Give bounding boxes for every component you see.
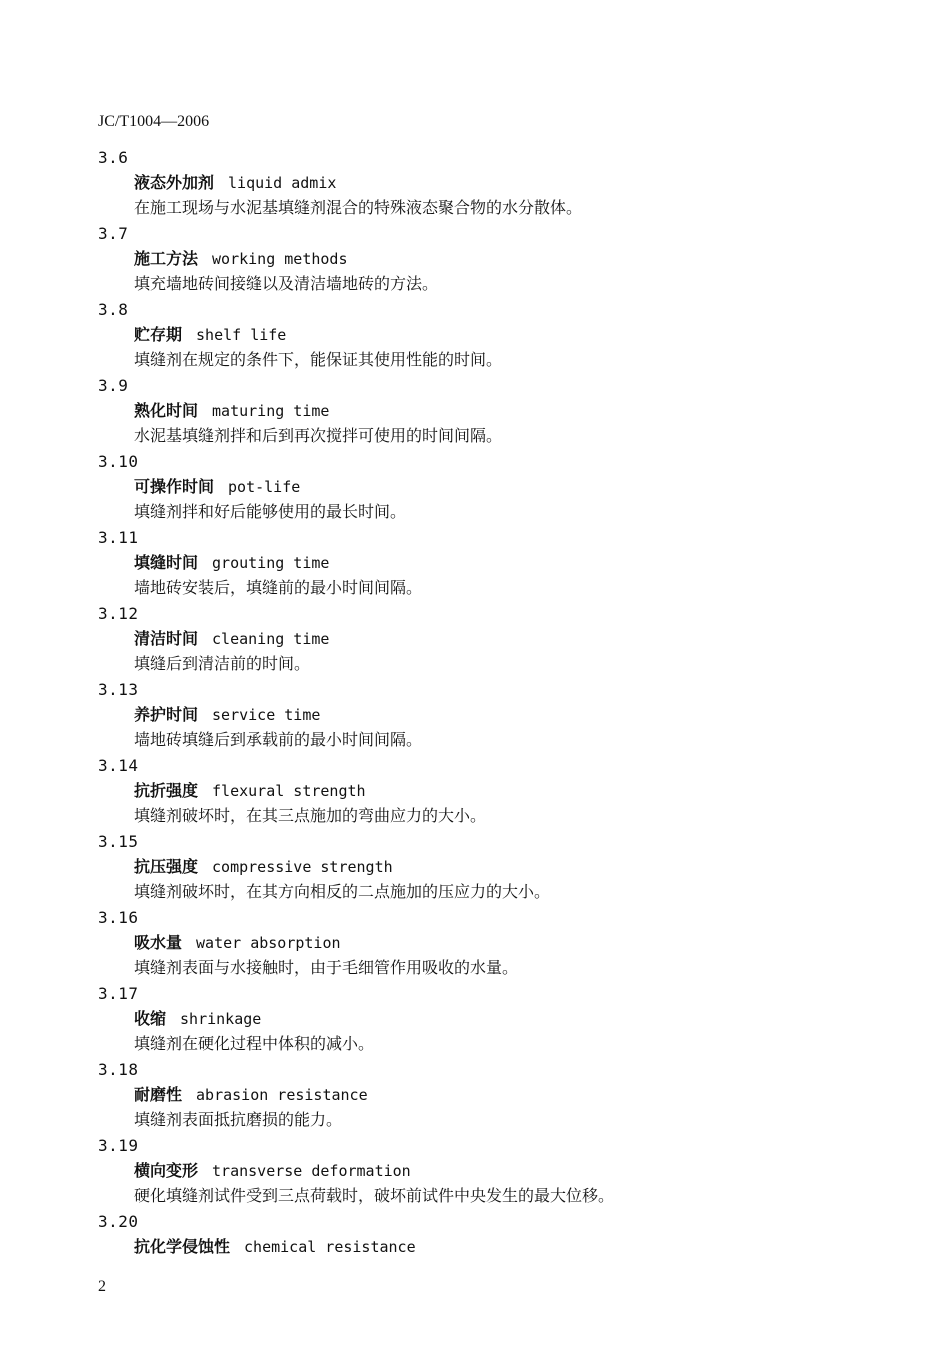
term-english-name: water absorption bbox=[196, 934, 341, 952]
term-english-name: chemical resistance bbox=[244, 1238, 416, 1256]
term-name bbox=[98, 1082, 898, 1107]
term-definition: 在施工现场与水泥基填缝剂混合的特殊液态聚合物的水分散体。 bbox=[134, 198, 583, 217]
term-chinese-name: 施工方法 bbox=[134, 249, 199, 268]
term-number: 3.19 bbox=[98, 1136, 139, 1155]
term-definition: 墙地砖填缝后到承载前的最小时间间隔。 bbox=[134, 730, 423, 749]
term-chinese-name: 熟化时间 bbox=[134, 401, 199, 420]
term-chinese-name: 横向变形 bbox=[134, 1161, 199, 1180]
term-name bbox=[98, 626, 898, 651]
term-entry bbox=[98, 829, 898, 905]
term-number: 3.13 bbox=[98, 680, 139, 699]
term-name bbox=[98, 778, 898, 803]
term-english-name: abrasion resistance bbox=[196, 1086, 368, 1104]
term-name bbox=[98, 398, 898, 423]
term-definition: 墙地砖安装后，填缝前的最小时间间隔。 bbox=[134, 578, 423, 597]
term-chinese-name: 可操作时间 bbox=[134, 477, 215, 496]
term-number: 3.8 bbox=[98, 300, 129, 319]
term-definition: 填充墙地砖间接缝以及清洁墙地砖的方法。 bbox=[134, 274, 439, 293]
term-name bbox=[98, 246, 898, 271]
term-chinese-name: 耐磨性 bbox=[134, 1085, 183, 1104]
term-entry bbox=[98, 373, 898, 449]
term-english-name: working methods bbox=[212, 250, 348, 268]
term-entry bbox=[98, 1133, 898, 1209]
term-number: 3.6 bbox=[98, 148, 129, 167]
term-english-name: service time bbox=[212, 706, 321, 724]
terms-list bbox=[98, 145, 898, 1259]
term-entry bbox=[98, 449, 898, 525]
term-entry bbox=[98, 525, 898, 601]
term-name bbox=[98, 930, 898, 955]
term-definition: 硬化填缝剂试件受到三点荷载时，破坏前试件中央发生的最大位移。 bbox=[134, 1186, 615, 1205]
term-number: 3.17 bbox=[98, 984, 139, 1003]
term-definition: 填缝剂表面抵抗磨损的能力。 bbox=[134, 1110, 343, 1129]
term-entry bbox=[98, 753, 898, 829]
term-entry bbox=[98, 905, 898, 981]
term-number: 3.11 bbox=[98, 528, 139, 547]
term-english-name: shrinkage bbox=[180, 1010, 262, 1028]
term-definition: 填缝剂在硬化过程中体积的减小。 bbox=[134, 1034, 375, 1053]
term-english-name: pot-life bbox=[228, 478, 301, 496]
term-definition: 填缝剂破坏时，在其三点施加的弯曲应力的大小。 bbox=[134, 806, 487, 825]
term-english-name: transverse deformation bbox=[212, 1162, 411, 1180]
term-entry bbox=[98, 221, 898, 297]
term-chinese-name: 贮存期 bbox=[134, 325, 183, 344]
term-definition: 填缝剂在规定的条件下，能保证其使用性能的时间。 bbox=[134, 350, 503, 369]
term-number: 3.15 bbox=[98, 832, 139, 851]
term-entry bbox=[98, 1057, 898, 1133]
term-definition: 水泥基填缝剂拌和后到再次搅拌可使用的时间间隔。 bbox=[134, 426, 503, 445]
term-name bbox=[98, 1158, 898, 1183]
term-chinese-name: 填缝时间 bbox=[134, 553, 199, 572]
term-chinese-name: 养护时间 bbox=[134, 705, 199, 724]
term-name bbox=[98, 1006, 898, 1031]
term-english-name: cleaning time bbox=[212, 630, 330, 648]
term-name bbox=[98, 170, 898, 195]
term-number: 3.7 bbox=[98, 224, 129, 243]
term-entry bbox=[98, 145, 898, 221]
term-chinese-name: 抗压强度 bbox=[134, 857, 199, 876]
term-name bbox=[98, 854, 898, 879]
term-english-name: liquid admix bbox=[228, 174, 337, 192]
term-english-name: compressive strength bbox=[212, 858, 393, 876]
term-number: 3.10 bbox=[98, 452, 139, 471]
term-chinese-name: 液态外加剂 bbox=[134, 173, 215, 192]
term-english-name: grouting time bbox=[212, 554, 330, 572]
term-name bbox=[98, 322, 898, 347]
term-chinese-name: 抗折强度 bbox=[134, 781, 199, 800]
term-definition: 填缝剂破坏时，在其方向相反的二点施加的压应力的大小。 bbox=[134, 882, 551, 901]
term-chinese-name: 清洁时间 bbox=[134, 629, 199, 648]
term-chinese-name: 抗化学侵蚀性 bbox=[134, 1237, 231, 1256]
term-entry bbox=[98, 601, 898, 677]
term-name bbox=[98, 474, 898, 499]
term-name bbox=[98, 702, 898, 727]
term-english-name: shelf life bbox=[196, 326, 287, 344]
term-entry bbox=[98, 677, 898, 753]
term-name bbox=[98, 550, 898, 575]
term-number: 3.16 bbox=[98, 908, 139, 927]
term-number: 3.18 bbox=[98, 1060, 139, 1079]
term-entry bbox=[98, 981, 898, 1057]
term-definition: 填缝剂拌和好后能够使用的最长时间。 bbox=[134, 502, 407, 521]
standard-code-header: JC/T1004—2006 bbox=[98, 113, 210, 130]
term-english-name: maturing time bbox=[212, 402, 330, 420]
term-name bbox=[98, 1234, 898, 1259]
term-definition: 填缝后到清洁前的时间。 bbox=[134, 654, 311, 673]
term-chinese-name: 吸水量 bbox=[134, 933, 183, 952]
term-entry bbox=[98, 1209, 898, 1259]
term-definition: 填缝剂表面与水接触时，由于毛细管作用吸收的水量。 bbox=[134, 958, 519, 977]
term-english-name: flexural strength bbox=[212, 782, 366, 800]
term-number: 3.9 bbox=[98, 376, 129, 395]
page-number: 2 bbox=[98, 1278, 106, 1295]
term-number: 3.12 bbox=[98, 604, 139, 623]
term-number: 3.20 bbox=[98, 1212, 139, 1231]
term-chinese-name: 收缩 bbox=[134, 1009, 167, 1028]
term-number: 3.14 bbox=[98, 756, 139, 775]
term-entry bbox=[98, 297, 898, 373]
